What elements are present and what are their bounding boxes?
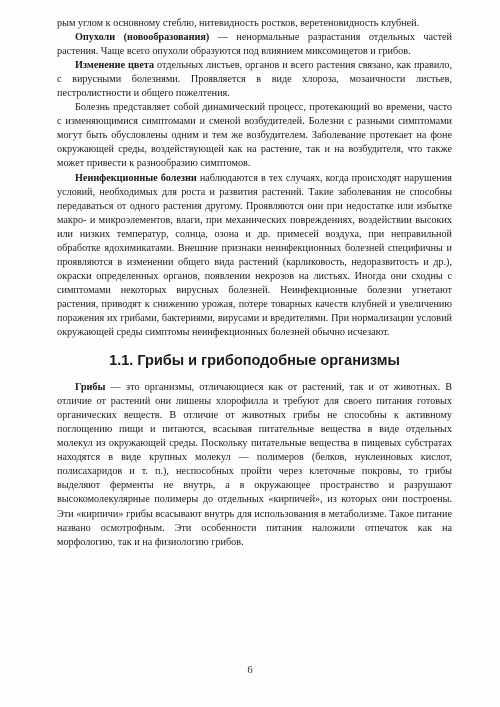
paragraph-color-change bbox=[57, 59, 452, 101]
term-color-change: Изменение цвета bbox=[75, 60, 155, 72]
paragraph-disease-process bbox=[57, 101, 452, 171]
page-content bbox=[57, 17, 452, 550]
term-tumors: Опухоли (новообразования) bbox=[75, 32, 210, 44]
paragraph-noninfectious bbox=[57, 172, 452, 341]
paragraph-text: наблюдаются в тех случаях, когда происходят нарушения условий, необходимых для роста и развития растений. Такие заболевания не способны передаваться от одного растения другому. Проявляются они при недостатке или избытке макро- и микроэлементов, влаги, при механических повреждениях, воздействии высоких или низких температур, солнца, озона и др. примесей воздуха, при неправильной обработке ядохимикатами. Внешние признаки неинфекционных болезней специфичны и проявляются в изменении общего вида растений (карликовость, недоразвитость и др.), окраски определенных органов, появлении некрозов на листьях. Иногда они сходны с симптомами некоторых вирусных болезней. Неинфекционные болезни угнетают растения, приводят к снижению урожая, потере товарных качеств клубней и увеличению поражения их грибами, бактериями, вирусами и вредителями. При нормализации условий окружающей среды симптомы неинфекционных болезней обычно исчезают. bbox=[57, 172, 452, 339]
paragraph-text: — это организмы, отличающиеся как от растений, так и от животных. В отличие от растений они лишены хлорофилла и требуют для своего питания готовых органических веществ. В отличие от животных грибы не способны к активному поглощению пищи и питаются, всасывая питательные вещества в виде отдельных молекул из окружающей среды. Поскольку питательные вещества в пищевых субстратах находятся в виде крупных молекул — полимеров (белков, нуклеиновых кислот, полисахаридов и т. п.), неспособных пройти через клеточные покровы, то грибы выделяют ферменты не внутрь, а в окружающее пространство и разрушают высокомолекулярные полимеры до отдельных «кирпичей», из которых они построены. Эти «кирпичи» грибы всасывают внутрь для использования в метаболизме. Такое питание названо осмотрофным. Эти особенности питания наложили отпечаток как на морфологию, так и на физиологию грибов. bbox=[57, 382, 452, 548]
paragraph-fungi bbox=[57, 381, 452, 550]
paragraph-text: рым углом к основному стеблю, нитевидность ростков, веретеновидность клубней. bbox=[57, 18, 420, 29]
page-number: 6 bbox=[247, 665, 253, 676]
paragraph-text: Болезнь представляет собой динамический процесс, протекающий во времени, часто с изменяющимися симптомами и сменой возбудителей. Болезни с разными симптомами могут быть обусловлены одним и тем же возбудителем. Заболевание протекает на фоне окружающей среды, воздействующей как на растение, так и на возбудителя, что также может привести к разнообразию симптомов. bbox=[57, 102, 452, 170]
term-fungi: Грибы bbox=[75, 382, 106, 394]
paragraph-text: — ненормальные разрастания отдельных частей растения. Чаще всего опухоли образуются под влиянием миксомицетов и грибов. bbox=[57, 32, 452, 58]
paragraph-text: отдельных листьев, органов и всего растения связано, как правило, с вирусными болезнями. Проявляется в виде хлороза, мозаичности листьев, пестролистности и общего пожелтения. bbox=[57, 60, 452, 100]
section-heading: 1.1. Грибы и грибоподобные организмы bbox=[109, 353, 400, 370]
paragraph-continuation bbox=[57, 17, 452, 31]
paragraph-tumors bbox=[57, 31, 452, 59]
term-noninfectious: Неинфекционные болезни bbox=[75, 172, 197, 184]
